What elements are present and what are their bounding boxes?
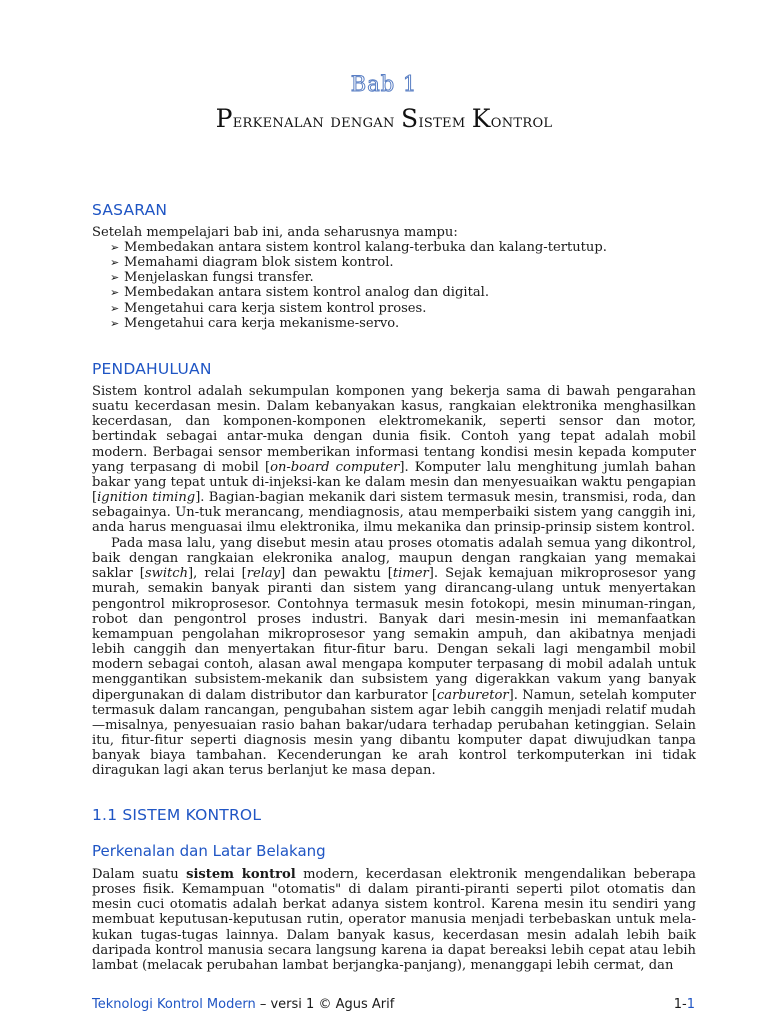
arrow-bullet-icon: ➢ <box>110 286 120 300</box>
objective-text: Mengetahui cara kerja sistem kontrol proses. <box>124 300 427 316</box>
title-part-1: erkenalan dengan <box>232 110 401 132</box>
arrow-bullet-icon: ➢ <box>110 301 120 315</box>
text-run-bold: sistem kontrol <box>186 867 296 882</box>
section-1-1-subheading: Perkenalan dan Latar Belakang <box>92 842 326 860</box>
title-part-3: ontrol <box>490 110 553 132</box>
chapter-title <box>0 104 768 133</box>
page-number <box>674 997 695 1012</box>
title-part-2: istem <box>418 110 472 132</box>
arrow-bullet-icon: ➢ <box>110 271 120 285</box>
text-run: Pada masa lalu, yang disebut mesin atau proses otomatis adalah semua yang dikontrol, baik dengan rangkaian elekronika analog, maupun dengan rangkaian yang memakai saklar [ <box>92 536 696 582</box>
text-run: ]. Sejak kemajuan mikroprosesor yang murah, semakin banyak piranti dan sistem yang dirancang-ulang untuk menyertakan pengontrol mikroprosesor. Contohnya termasuk mesin fotokopi, mesin minuman-ringan, robot dan pengontrol proses industri. Banyak dari mesin-mesin ini memanfaatkan kemampuan pengolahan mikroprosesor yang semakin ampuh, dan akibatnya menjadi lebih canggih dan menyertakan fitur-fitur baru. Dengan sekali lagi mengambil mobil modern sebagai contoh, alasan awal mengapa komputer terpasang di mobil adalah untuk menggantikan subsistem-mekanik dan subsistem yang digerakkan vakum yang banyak dipergunakan di dalam distributor dan karburator [ <box>92 566 696 703</box>
text-run-italic: timer <box>392 566 429 582</box>
text-run-italic: switch <box>144 566 189 582</box>
chapter-label: Bab 1 <box>350 72 418 96</box>
title-initial-1: P <box>215 104 233 133</box>
arrow-bullet-icon: ➢ <box>110 256 120 270</box>
text-run: ]. Namun, setelah komputer termasuk dalam rancangan, pengubahan sistem agar lebih canggih menjadi relatif mudah—misalnya, penyesuaian rasio bahan bakar/udara terhadap perubahan ketinggian. Selain itu, fitur-fitur seperti diagnosis mesin yang dibantu komputer dapat diwujudkan tanpa banyak biaya tambahan. Kecenderungan ke arah kontrol terkomputerkan ini tidak diragukan lagi akan terus berlanjut ke masa depan. <box>92 687 696 779</box>
arrow-bullet-icon: ➢ <box>110 241 120 254</box>
arrow-bullet-icon: ➢ <box>110 316 120 330</box>
sasaran-intro: Setelah mempelajari bab ini, anda seharusnya mampu: <box>92 225 458 240</box>
objective-text: Mengetahui cara kerja mekanisme-servo. <box>124 315 400 331</box>
section-1-1-paragraph <box>92 867 696 973</box>
title-initial-2: S <box>401 104 419 133</box>
objective-item <box>92 301 607 316</box>
text-run: ]. Bagian-bagian mekanik dari sistem termasuk mesin, transmisi, roda, dan sebagainya. Un-tuk merancang, mendiagnosis, atau memperbaiki sistem yang canggih ini, anda harus menguasai ilmu elektronika, ilmu mekanika dan prinsip-prinsip sistem kontrol. <box>92 490 696 536</box>
footer-version: – versi 1 © Agus Arif <box>255 997 395 1012</box>
text-run-italic: carburetor <box>436 687 509 703</box>
pendahuluan-heading: PENDAHULUAN <box>92 360 212 378</box>
text-run-italic: ignition timing <box>97 490 196 506</box>
text-run: modern, kecerdasan elektronik mengendalikan beberapa proses fisik. Kemampuan "otomatis" di dalam piranti-piranti seperti pilot otomatis dan mesin cuci otomatis adalah berkat adanya sistem kontrol. Karena mesin itu sendiri yang membuat keputusan-keputusan rutin, operator manusia menjadi terbebaskan untuk mela-kukan tugas-tugas lainnya. Dalam banyak kasus, kecerdasan mesin adalah lebih baik daripada kontrol manusia secara langsung karena ia dapat bereaksi lebih cepat atau lebih lambat (melacak perubahan lambat berjangka-panjang), menanggapi lebih cermat, dan <box>92 867 696 973</box>
text-run: ] dan pewaktu [ <box>280 566 393 582</box>
text-run: ]. Komputer lalu menghitung jumlah bahan bakar yang tepat untuk di-injeksi-kan ke dalam mesin dan menyesuaikan waktu pengapian [ <box>92 459 696 506</box>
footer-book-title: Teknologi Kontrol Modern <box>92 997 256 1012</box>
objective-item <box>92 285 607 300</box>
objectives-list <box>92 240 607 331</box>
pendahuluan-paragraph-2 <box>92 536 696 779</box>
objective-text: Memahami diagram blok sistem kontrol. <box>124 255 394 271</box>
text-run: Sistem kontrol adalah sekumpulan komponen yang bekerja sama di bawah pengarahan suatu kecerdasan mesin. Dalam kebanyakan kasus, rangkaian elektronika menghasilkan kecerdasan, dan komponen-komponen elektromekanik, seperti sensor dan motor, bertindak sebagai antar-muka dengan dunia fisik. Contoh yang tepat adalah mobil modern. Berbagai sensor memberikan informasi tentang kondisi mesin kepada komputer yang terpasang di mobil [ <box>92 384 696 475</box>
objective-text: Membedakan antara sistem kontrol analog dan digital. <box>124 285 489 301</box>
sasaran-heading: SASARAN <box>92 201 168 219</box>
text-run: ], relai [ <box>188 566 247 582</box>
text-run-italic: relay <box>246 566 281 582</box>
objective-item <box>92 270 607 285</box>
section-1-1-heading: 1.1 SISTEM KONTROL <box>92 806 262 824</box>
objective-item <box>92 255 607 270</box>
objective-text: Menjelaskan fungsi transfer. <box>124 270 314 286</box>
pendahuluan-paragraph-1 <box>92 384 696 536</box>
page-number-prefix: 1- <box>673 997 687 1012</box>
text-run-italic: on-board computer <box>270 459 400 475</box>
objective-item <box>92 316 607 331</box>
objective-text: Membedakan antara sistem kontrol kalang-terbuka dan kalang-tertutup. <box>124 240 607 255</box>
objective-item <box>92 240 607 255</box>
footer-left <box>92 997 394 1012</box>
text-run: Dalam suatu <box>92 867 187 882</box>
page-number-value: 1 <box>686 997 695 1012</box>
title-initial-3: K <box>471 104 491 133</box>
